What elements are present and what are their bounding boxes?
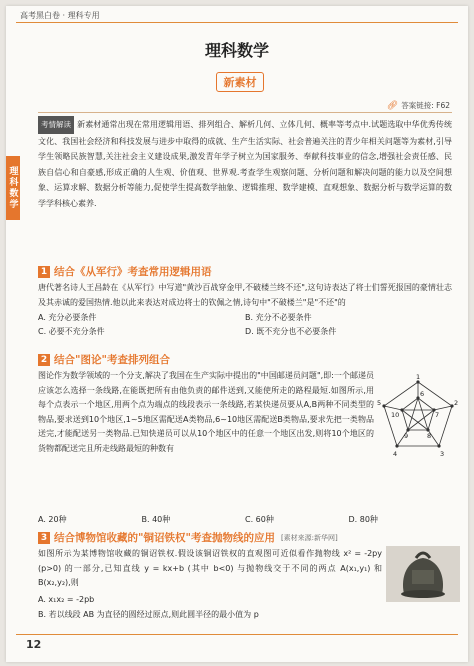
question-2-heading (38, 352, 452, 367)
option-a[interactable]: A. 充分必要条件 (38, 313, 97, 322)
bronze-weight-photo (386, 546, 460, 602)
page (6, 6, 468, 662)
option-b[interactable]: B. 若以线段 AB 为直径的圆经过原点,则此圆半径的最小值为 p (38, 609, 259, 619)
question-3-heading (38, 530, 452, 545)
new-material-badge: 新素材 (216, 72, 264, 92)
node-label: 2 (454, 399, 459, 407)
header-label: 高考黑白卷 · 理科专用 (20, 11, 100, 20)
node-label: 3 (440, 450, 445, 458)
node-label: 1 (416, 373, 421, 381)
page-title: 理科数学 (204, 41, 269, 60)
footer-divider (16, 634, 458, 635)
question-3-title: 结合博物馆收藏的"铜诏铁权"考查抛物线的应用 (54, 532, 275, 544)
option-b[interactable]: B. 40种 (141, 515, 171, 524)
question-3-options (38, 592, 382, 622)
node-label: 7 (435, 411, 440, 419)
intro-text: 新素材通常出现在常用逻辑用语、排列组合、解析几何、立体几何、概率等考点中.试题选取中华优秀传统文化、我国社会经济和科技发展与进步中取得的成就、生产生活实际、社会普遍关注的青少年相关问题等为素材,引导学生领略民族智慧,关注社会主义建设成果,激发青年学子树立为国家服务、奉献科技事业的信念,增强社会责任感、民族自信心和自豪感,形成正确的人生观、价值观、世界观.考查学生观察问题、分析问题和解决问题的能力以及空间想象、运算求解、数据分析等能力,促使学生提高数学抽象、逻辑推理、数学建模、直观想象、数据分析与数学运算的数学学科核心素养. (38, 120, 452, 208)
question-1-stem: 唐代著名诗人王昌龄在《从军行》中写道"黄沙百战穿金甲,不破楼兰终不还",这句诗表达了将士们誓死报国的豪情壮志及其赤诚的爱国热情.他以此来表达对成边将士的钦佩之情,诗句中"不破楼兰"是"不还"的 (38, 283, 452, 307)
node-label: 9 (404, 432, 409, 440)
page-number: 12 (26, 638, 42, 651)
question-3-stem: 如图所示为某博物馆收藏的铜诏铁权.假设该铜诏铁权的直观图可近似看作抛物线 x² = -2py (p>0) 的一部分,已知直线 y = kx+b (其中 b<0) 与抛物线交于不同的两点 A(x₁,y₁) 和 B(x₂,y₂),则 (38, 549, 382, 587)
intro-tag: 考情解读 (38, 116, 74, 134)
side-tab: 理科数学 (6, 156, 20, 220)
link-icon: 🔗︎ (386, 100, 399, 111)
question-1-options (38, 311, 452, 339)
question-2-options (38, 514, 452, 525)
question-2 (38, 352, 374, 456)
question-3-source: [素材来源:新华网] (280, 533, 338, 542)
node-label: 6 (420, 390, 425, 398)
question-2-options-wrap (38, 512, 452, 525)
answer-link[interactable] (387, 100, 450, 111)
option-c[interactable]: C. 60种 (245, 515, 274, 524)
question-2-title: 结合"图论"考查排列组合 (54, 354, 170, 366)
header-divider (16, 22, 458, 23)
question-1-number: 1 (38, 266, 50, 278)
intro-paragraph (38, 116, 452, 211)
option-a[interactable]: A. x₁x₂ = -2pb (38, 594, 95, 604)
question-1 (38, 264, 452, 339)
node-label: 10 (391, 411, 400, 419)
option-c[interactable]: C. 必要不充分条件 (38, 327, 105, 336)
option-b[interactable]: B. 充分不必要条件 (245, 313, 312, 322)
option-d[interactable]: D. 既不充分也不必要条件 (245, 327, 337, 336)
question-3-number: 3 (38, 532, 50, 544)
intro-section (38, 112, 452, 263)
option-d[interactable]: D. 80种 (348, 515, 378, 524)
answer-link-text: 答案链接: F62 (401, 101, 450, 110)
question-2-number: 2 (38, 354, 50, 366)
question-1-title: 结合《从军行》考查常用逻辑用语 (54, 266, 212, 278)
node-label: 8 (427, 432, 432, 440)
option-a[interactable]: A. 20种 (38, 515, 67, 524)
question-2-stem: 图论作为数学领域的一个分支,解决了我国在生产实际中提出的"中国邮递员问题",即:一个邮递员应该怎么选择一条线路,在能既把所有由他负责的邮件送到,又能使所走的路程最短.如图所示,用每个点表示一个地区,用两个点为端点的线段表示一条线路,若某快递员要从A,B两种不同类型的物品,要求送到10个地区,1~5地区需配送A类物品,6~10地区需配送B类物品,要求先把一类物品送完,才能配送另一类物品.已知快递员可以从10个地区中的任意一个地区出发,则将10个地区的货物都配送完且所走线路最短的种数有 (38, 371, 374, 453)
node-label: 5 (377, 399, 382, 407)
graph-figure (376, 372, 460, 460)
question-1-heading (38, 264, 452, 279)
node-label: 4 (393, 450, 398, 458)
